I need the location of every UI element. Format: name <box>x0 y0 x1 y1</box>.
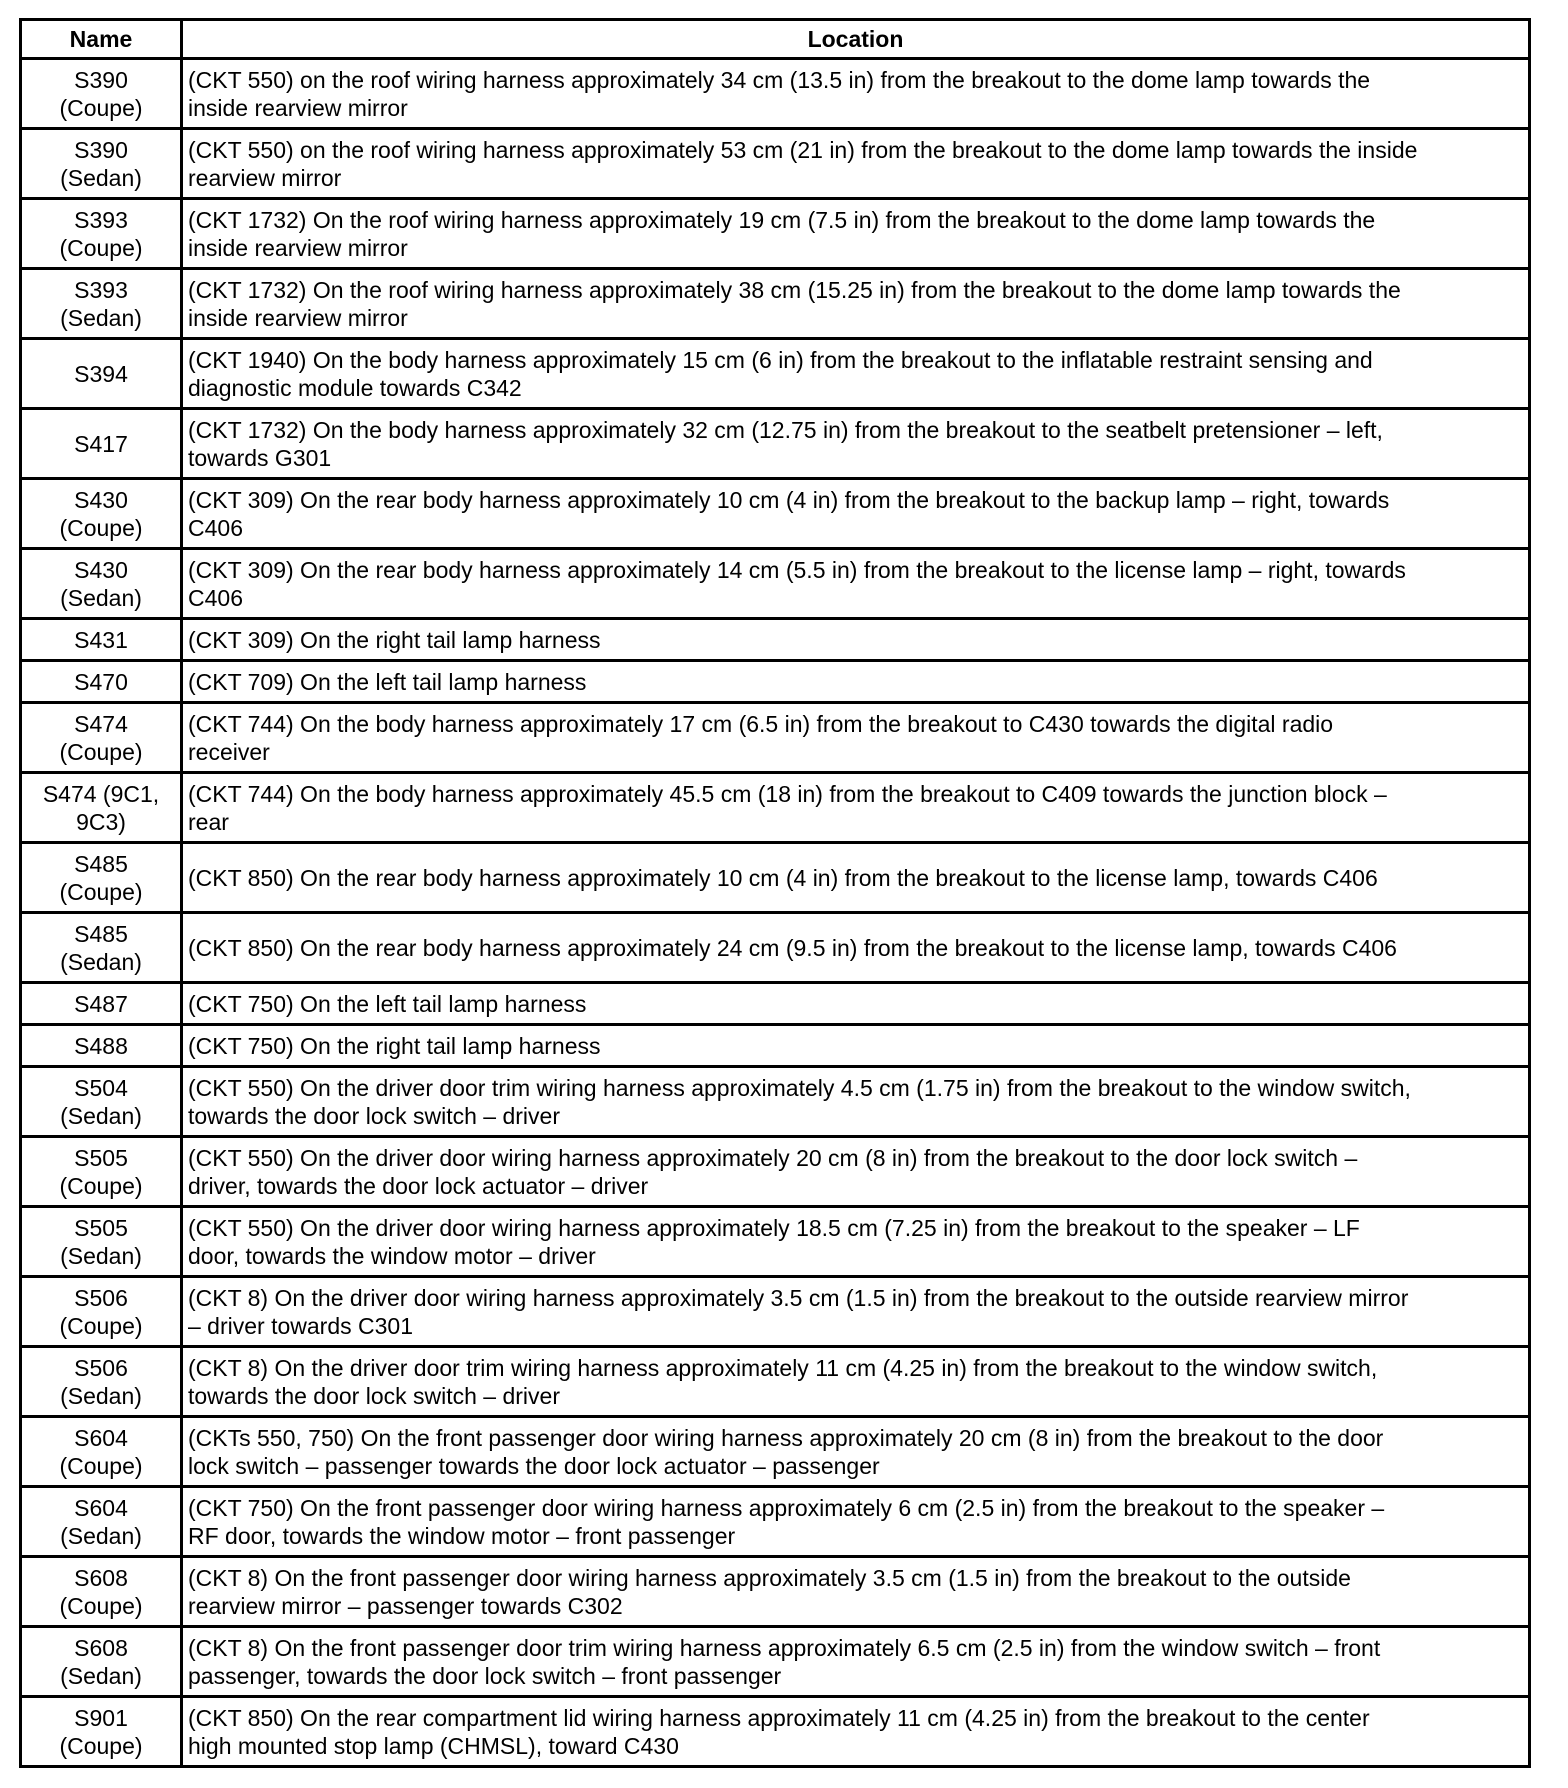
splice-location-line: rearview mirror <box>188 164 342 191</box>
splice-name-line: S430 <box>74 486 128 513</box>
table-row <box>21 339 1530 409</box>
splice-name-line: (Sedan) <box>60 164 142 191</box>
table-row <box>21 619 1530 661</box>
splice-name-line: (Coupe) <box>59 1732 143 1759</box>
splice-location-line: (CKT 850) On the rear compartment lid wiring harness approximately 11 cm (4.25 in) from the breakout to the center <box>188 1704 1370 1731</box>
splice-name-line: (Sedan) <box>60 1102 142 1129</box>
splice-name-cell <box>21 479 182 549</box>
splice-location-cell <box>182 703 1530 773</box>
splice-location-line: inside rearview mirror <box>188 304 408 331</box>
splice-name-line: S505 <box>74 1144 128 1171</box>
splice-name-line: (Coupe) <box>59 234 143 261</box>
splice-name-cell <box>21 1277 182 1347</box>
splice-location-cell <box>182 1067 1530 1137</box>
splice-location-line: (CKT 750) On the front passenger door wiring harness approximately 6 cm (2.5 in) from the breakout to the speaker – <box>188 1494 1385 1521</box>
splice-location-cell <box>182 983 1530 1025</box>
splice-name-line: S430 <box>74 556 128 583</box>
splice-location-line: towards the door lock switch – driver <box>188 1382 560 1409</box>
table-header <box>21 20 1530 59</box>
splice-location-line: – driver towards C301 <box>188 1312 413 1339</box>
table-row <box>21 1557 1530 1627</box>
splice-location-line: (CKT 1940) On the body harness approximately 15 cm (6 in) from the breakout to the inflatable restraint sensing and <box>188 346 1373 373</box>
splice-name-line: (Sedan) <box>60 1242 142 1269</box>
splice-name-line: S390 <box>74 136 128 163</box>
table-row <box>21 703 1530 773</box>
splice-name-cell <box>21 1025 182 1067</box>
table-row <box>21 913 1530 983</box>
splice-name-cell <box>21 703 182 773</box>
splice-location-cell <box>182 129 1530 199</box>
splice-name-cell <box>21 773 182 843</box>
splice-location-line: (CKT 550) On the driver door wiring harness approximately 20 cm (8 in) from the breakout to the door lock switch – <box>188 1144 1358 1171</box>
splice-name-line: S431 <box>74 626 128 653</box>
splice-location-line: (CKT 1732) On the body harness approximately 32 cm (12.75 in) from the breakout to the seatbelt pretensioner – left, <box>188 416 1383 443</box>
splice-name-cell <box>21 269 182 339</box>
splice-location-cell <box>182 1557 1530 1627</box>
table-row <box>21 59 1530 129</box>
table-row <box>21 129 1530 199</box>
splice-name-line: S487 <box>74 990 128 1017</box>
splice-name-line: (Sedan) <box>60 1382 142 1409</box>
splice-name-line: (Coupe) <box>59 1312 143 1339</box>
splice-name-line: S506 <box>74 1284 128 1311</box>
splice-name-cell <box>21 1627 182 1697</box>
table-row <box>21 1137 1530 1207</box>
splice-name-cell <box>21 1067 182 1137</box>
splice-location-cell <box>182 1025 1530 1067</box>
splice-name-cell <box>21 983 182 1025</box>
splice-location-line: diagnostic module towards C342 <box>188 374 522 401</box>
splice-name-cell <box>21 59 182 129</box>
splice-location-line: (CKT 309) On the rear body harness approximately 14 cm (5.5 in) from the breakout to the license lamp – right, towards <box>188 556 1406 583</box>
splice-location-cell <box>182 339 1530 409</box>
splice-location-line: C406 <box>188 514 243 541</box>
splice-location-cell <box>182 913 1530 983</box>
splice-location-line: (CKT 744) On the body harness approximately 17 cm (6.5 in) from the breakout to C430 towards the digital radio <box>188 710 1334 737</box>
table-row <box>21 661 1530 703</box>
splice-name-line: (Coupe) <box>59 1172 143 1199</box>
splice-location-line: (CKT 744) On the body harness approximately 45.5 cm (18 in) from the breakout to C409 towards the junction block – <box>188 780 1387 807</box>
table-row <box>21 1347 1530 1417</box>
splice-location-line: rear <box>188 808 229 835</box>
splice-location-cell <box>182 1207 1530 1277</box>
splice-location-line: C406 <box>188 584 243 611</box>
splice-name-line: S901 <box>74 1704 128 1731</box>
splice-name-line: S504 <box>74 1074 128 1101</box>
splice-location-line: rearview mirror – passenger towards C302 <box>188 1592 623 1619</box>
splice-name-line: (Coupe) <box>59 94 143 121</box>
splice-location-line: (CKT 8) On the driver door trim wiring harness approximately 11 cm (4.25 in) from the breakout to the window switch, <box>188 1354 1378 1381</box>
table-row <box>21 549 1530 619</box>
splice-name-cell <box>21 1697 182 1767</box>
splice-name-line: S390 <box>74 66 128 93</box>
splice-name-line: S474 <box>74 710 128 737</box>
splice-location-cell <box>182 843 1530 913</box>
splice-name-cell <box>21 1417 182 1487</box>
table-row <box>21 409 1530 479</box>
table-row <box>21 773 1530 843</box>
splice-location-line: (CKT 1732) On the roof wiring harness approximately 19 cm (7.5 in) from the breakout to the dome lamp towards the <box>188 206 1376 233</box>
splice-location-cell <box>182 1627 1530 1697</box>
splice-location-table <box>19 18 1531 1768</box>
splice-location-cell <box>182 773 1530 843</box>
splice-location-line: towards G301 <box>188 444 332 471</box>
splice-name-line: S506 <box>74 1354 128 1381</box>
splice-name-cell <box>21 339 182 409</box>
splice-location-cell <box>182 1347 1530 1417</box>
splice-name-line: S394 <box>74 360 128 387</box>
splice-location-line: towards the door lock switch – driver <box>188 1102 560 1129</box>
splice-location-line: (CKT 550) on the roof wiring harness approximately 53 cm (21 in) from the breakout to the dome lamp towards the inside <box>188 136 1418 163</box>
table-row <box>21 1417 1530 1487</box>
splice-location-cell <box>182 1277 1530 1347</box>
splice-name-line: S608 <box>74 1564 128 1591</box>
splice-location-cell <box>182 479 1530 549</box>
splice-location-cell <box>182 1417 1530 1487</box>
splice-name-cell <box>21 409 182 479</box>
splice-location-cell <box>182 1697 1530 1767</box>
splice-name-line: (Sedan) <box>60 1662 142 1689</box>
splice-name-line: S393 <box>74 206 128 233</box>
splice-name-line: S485 <box>74 920 128 947</box>
table-row <box>21 269 1530 339</box>
splice-name-line: S417 <box>74 430 128 457</box>
splice-location-line: (CKT 709) On the left tail lamp harness <box>188 668 587 695</box>
splice-location-cell <box>182 269 1530 339</box>
splice-location-cell <box>182 661 1530 703</box>
splice-location-line: high mounted stop lamp (CHMSL), toward C430 <box>188 1732 679 1759</box>
splice-location-line: (CKT 550) on the roof wiring harness approximately 34 cm (13.5 in) from the breakout to the dome lamp towards the <box>188 66 1371 93</box>
splice-name-cell <box>21 1347 182 1417</box>
splice-location-line: (CKTs 550, 750) On the front passenger door wiring harness approximately 20 cm (8 in) from the breakout to the door <box>188 1424 1384 1451</box>
splice-location-line: passenger, towards the door lock switch – front passenger <box>188 1662 782 1689</box>
splice-name-line: (Coupe) <box>59 514 143 541</box>
splice-location-line: (CKT 309) On the right tail lamp harness <box>188 626 601 653</box>
splice-name-line: S488 <box>74 1032 128 1059</box>
splice-name-cell <box>21 199 182 269</box>
splice-location-cell <box>182 549 1530 619</box>
splice-name-line: S604 <box>74 1424 128 1451</box>
splice-location-line: (CKT 550) On the driver door wiring harness approximately 18.5 cm (7.25 in) from the breakout to the speaker – LF <box>188 1214 1360 1241</box>
table-row <box>21 1025 1530 1067</box>
splice-name-cell <box>21 661 182 703</box>
splice-name-line: (Sedan) <box>60 1522 142 1549</box>
splice-location-line: (CKT 8) On the front passenger door trim wiring harness approximately 6.5 cm (2.5 in) from the window switch – front <box>188 1634 1381 1661</box>
splice-location-line: inside rearview mirror <box>188 234 408 261</box>
header-name: Name <box>21 20 182 59</box>
splice-location-line: (CKT 850) On the rear body harness approximately 24 cm (9.5 in) from the breakout to the license lamp, towards C406 <box>188 934 1397 961</box>
splice-location-line: receiver <box>188 738 270 765</box>
table-row <box>21 199 1530 269</box>
table-row <box>21 1627 1530 1697</box>
table-row <box>21 1207 1530 1277</box>
splice-name-cell <box>21 913 182 983</box>
header-location: Location <box>182 20 1530 59</box>
splice-location-cell <box>182 409 1530 479</box>
splice-name-line: S474 (9C1, <box>42 780 160 807</box>
splice-name-line: (Coupe) <box>59 738 143 765</box>
splice-location-cell <box>182 59 1530 129</box>
splice-name-line: (Coupe) <box>59 1592 143 1619</box>
splice-location-line: RF door, towards the window motor – front passenger <box>188 1522 736 1549</box>
splice-location-line: (CKT 850) On the rear body harness approximately 10 cm (4 in) from the breakout to the license lamp, towards C406 <box>188 864 1378 891</box>
splice-name-cell <box>21 1137 182 1207</box>
splice-location-cell <box>182 1487 1530 1557</box>
splice-location-line: (CKT 550) On the driver door trim wiring harness approximately 4.5 cm (1.75 in) from the breakout to the window switch, <box>188 1074 1411 1101</box>
splice-name-line: (Coupe) <box>59 1452 143 1479</box>
splice-name-cell <box>21 1487 182 1557</box>
table-body <box>21 59 1530 1767</box>
splice-location-line: (CKT 750) On the right tail lamp harness <box>188 1032 601 1059</box>
splice-location-cell <box>182 1137 1530 1207</box>
splice-name-line: S505 <box>74 1214 128 1241</box>
splice-name-line: 9C3) <box>76 808 126 835</box>
splice-location-line: lock switch – passenger towards the door lock actuator – passenger <box>188 1452 880 1479</box>
splice-location-line: (CKT 309) On the rear body harness approximately 10 cm (4 in) from the breakout to the backup lamp – right, towards <box>188 486 1390 513</box>
splice-location-line: (CKT 750) On the left tail lamp harness <box>188 990 587 1017</box>
splice-name-cell <box>21 843 182 913</box>
splice-name-line: S608 <box>74 1634 128 1661</box>
splice-name-line: (Sedan) <box>60 584 142 611</box>
splice-name-cell <box>21 129 182 199</box>
splice-location-cell <box>182 619 1530 661</box>
splice-name-cell <box>21 1207 182 1277</box>
table-row <box>21 1697 1530 1767</box>
splice-location-line: inside rearview mirror <box>188 94 408 121</box>
table-row <box>21 1277 1530 1347</box>
splice-name-line: (Sedan) <box>60 304 142 331</box>
splice-name-cell <box>21 549 182 619</box>
splice-name-line: S470 <box>74 668 128 695</box>
splice-location-line: (CKT 8) On the driver door wiring harness approximately 3.5 cm (1.5 in) from the breakout to the outside rearview mirror <box>188 1284 1409 1311</box>
splice-location-line: door, towards the window motor – driver <box>188 1242 596 1269</box>
splice-name-cell <box>21 619 182 661</box>
splice-name-line: S485 <box>74 850 128 877</box>
header-row <box>21 20 1530 59</box>
table-row <box>21 843 1530 913</box>
splice-location-line: (CKT 8) On the front passenger door wiring harness approximately 3.5 cm (1.5 in) from the breakout to the outside <box>188 1564 1351 1591</box>
splice-location-cell <box>182 199 1530 269</box>
splice-name-line: (Sedan) <box>60 948 142 975</box>
table-row <box>21 1487 1530 1557</box>
splice-location-line: driver, towards the door lock actuator – driver <box>188 1172 649 1199</box>
table-row <box>21 983 1530 1025</box>
splice-name-line: (Coupe) <box>59 878 143 905</box>
splice-name-line: S604 <box>74 1494 128 1521</box>
table-row <box>21 479 1530 549</box>
splice-location-line: (CKT 1732) On the roof wiring harness approximately 38 cm (15.25 in) from the breakout to the dome lamp towards the <box>188 276 1401 303</box>
table-row <box>21 1067 1530 1137</box>
splice-name-line: S393 <box>74 276 128 303</box>
splice-name-cell <box>21 1557 182 1627</box>
